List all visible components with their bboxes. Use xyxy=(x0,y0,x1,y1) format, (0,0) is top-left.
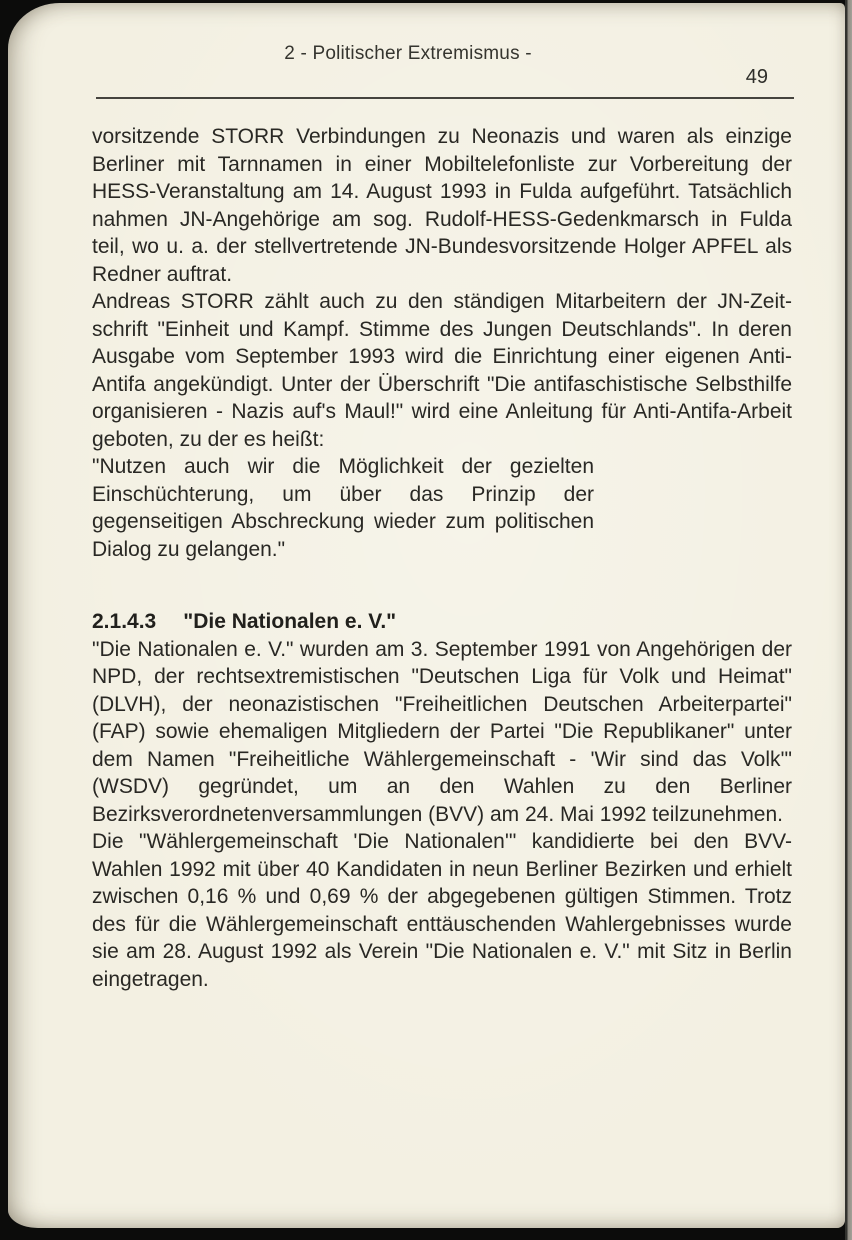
body-paragraph-2: Andreas STORR zählt auch zu den ständigen Mitarbeitern der JN-Zeitschrift "Einheit und Kampf. Stimme des Jungen Deutschlands". In deren Ausgabe vom September 1993 wird die Einrichtung einer eigenen Anti-Antifa angekündigt. Unter der Überschrift "Die antifaschistische Selbsthilfe organisieren - Nazis auf's Maul!" wird eine Anleitung für Anti-Antifa-Arbeit geboten, zu der es heißt: xyxy=(92,290,792,451)
section-title: "Die Nationalen e. V." xyxy=(183,610,397,633)
block-quote: "Nutzen auch wir die Möglichkeit der gezielten Einschüchterung, um über das Prinzip der gegenseitigen Abschreckung wieder zum politischen Dialog zu gelangen." xyxy=(92,455,594,561)
section-number: 2.1.4.3 xyxy=(92,610,157,633)
header-divider xyxy=(96,97,794,99)
body-paragraph-4: Die "Wählergemeinschaft 'Die Nationalen'" kandidierte bei den BVV-Wahlen 1992 mit über 40 Kandidaten in neun Berliner Bezirken und erhielt zwischen 0,16 % und 0,69 % der abgegebenen gültigen Stimmen. Trotz des für die Wählergemeinschaft enttäuschenden Wahlergebnisses wurde sie am 28. August 1992 als Verein "Die Nationalen e. V." mit Sitz in Berlin eingetragen. xyxy=(92,830,792,991)
scan-edge-right xyxy=(845,0,852,1240)
page-number: 49 xyxy=(745,66,768,88)
paper-page xyxy=(8,3,845,1228)
section-heading xyxy=(92,608,792,636)
running-header-title: 2 - Politischer Extremismus - xyxy=(284,43,532,64)
page-body xyxy=(92,123,792,993)
body-paragraph-1: vorsitzende STORR Verbindungen zu Neonazis und waren als einzige Berliner mit Tarnnamen in einer Mobiltelefonliste zur Vorbereitung der HESS-Veranstaltung am 14. August 1993 in Fulda aufgeführt. Tatsächlich nahmen JN-Angehörige am sog. Rudolf-HESS-Gedenkmarsch in Fulda teil, wo u. a. der stellvertretende JN-Bundesvorsitzende Holger APFEL als Redner auftrat. xyxy=(92,125,792,286)
body-paragraph-3: "Die Nationalen e. V." wurden am 3. September 1991 von Angehörigen der NPD, der rechtsextremistischen "Deutschen Liga für Volk und Heimat" (DLVH), der neonazistischen "Freiheitlichen Deutschen Arbeiterpartei" (FAP) sowie ehemaligen Mitgliedern der Partei "Die Republikaner" unter dem Namen "Freiheitliche Wählergemeinschaft - 'Wir sind das Volk'" (WSDV) gegründet, um an den Wahlen zu den Berliner Bezirksverordnetenversammlungen (BVV) am 24. Mai 1992 teilzunehmen. xyxy=(92,637,792,826)
